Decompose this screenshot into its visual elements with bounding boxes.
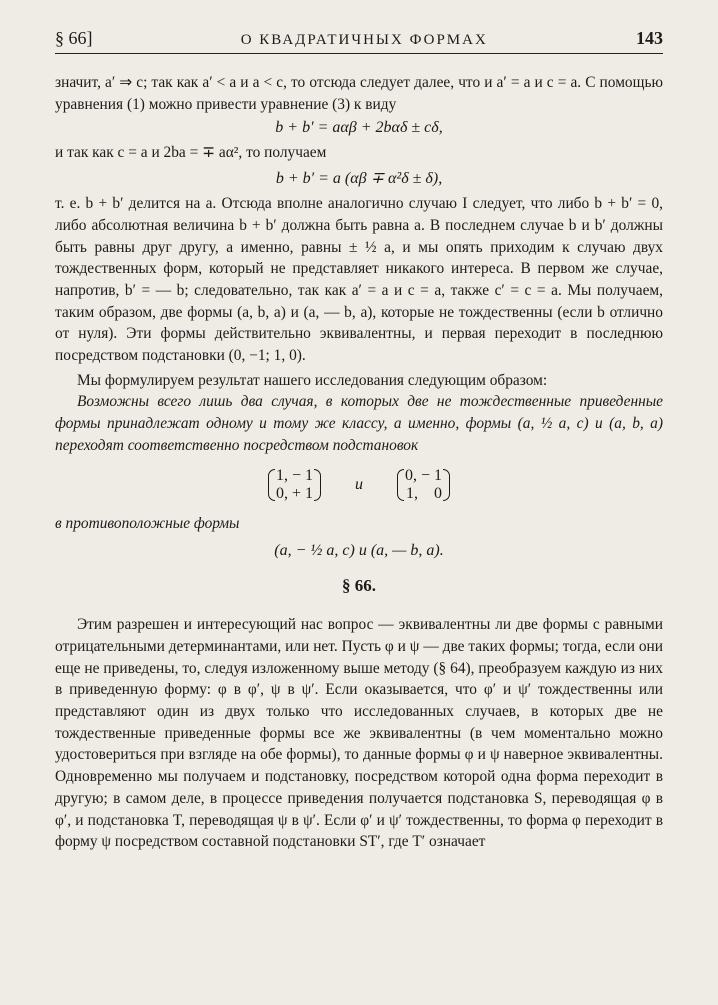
paragraph-5-theorem: Возможны всего лишь два случая, в которых две не тождественные приведенные формы принадлежат одному и тому же классу, а именно, формы (a, ½ a, c) и (a, b, a) переходят соответственно посредством подстановок xyxy=(55,393,663,454)
paragraph-7: Этим разрешен и интересующий нас вопрос — эквивалентны ли две формы с равными отрицательными детерминантами, или нет. Пусть φ и ψ — две таких формы; тогда, если они еще не приведены, то, следуя изложенному выше методу (§ 64), преобразуем каждую из них в приведенную форму: φ в φ′, ψ в ψ′. Если оказывается, что φ′ и ψ′ тождественны или представляют один из двух только что исследованных случаев, в которых две не тождественные приведенные формы все же эквивалентны (в чем моментально можно удостовериться при взгляде на обе формы), то данные формы φ и ψ наверное эквивалентны. Одновременно мы получаем и подстановку, посредством которой одна форма переходит в другую; в самом деле, в процессе приведения получается подстановка S, переводящая φ в φ′, и подстановка T, переводящая ψ в ψ′. Если φ′ и ψ′ тождественны, то форма φ переходит в форму ψ посредством составной подстановки ST′, где T′ означает xyxy=(55,616,663,851)
paragraph-1: значит, a′ ⇒ c; так как a′ < a и a < c, то отсюда следует далее, что и a′ = a и c = a. С помощью уравнения (1) можно привести уравнение (3) к виду xyxy=(55,74,663,113)
matrix-2-row-1: 0, − 1 xyxy=(405,466,443,484)
matrix-connector: и xyxy=(355,475,363,493)
paragraph-3: т. е. b + b′ делится на a. Отсюда вполне аналогично случаю I следует, что либо b + b′ = 0, либо абсолютная величина b + b′ должна быть равна a. В последнем случае b и b′ должны быть равны друг другу, а именно, равны ± ½ a, и мы опять приходим к случаю двух тождественных форм, который не представляет никакого интереса. В первом же случае, напротив, b′ = — b; следовательно, так как a′ = a и c = a, также c′ = c = a. Мы получаем, таким образом, две формы (a, b, a) и (a, — b, a), которые не тождественны (если b отлично от нуля). Эти формы действительно эквивалентны, и первая переходит в последнюю посредством подстановки (0, −1; 1, 0). xyxy=(55,195,663,365)
paragraph-2: и так как c = a и 2ba = ∓ aα², то получаем xyxy=(55,144,327,162)
running-header xyxy=(55,28,663,54)
substitution-matrices xyxy=(55,467,663,503)
matrix-2 xyxy=(397,467,450,503)
header-title: О КВАДРАТИЧНЫХ ФОРМАХ xyxy=(240,32,488,48)
section-heading: § 66. xyxy=(342,576,376,596)
matrix-1-row-2: 0, + 1 xyxy=(275,484,313,502)
page-number: 143 xyxy=(635,28,663,48)
opposite-forms: (a, − ½ a, c) и (a, — b, a). xyxy=(274,542,444,560)
equation-2: b + b′ = a (αβ ∓ α²δ ± δ), xyxy=(275,170,443,188)
paragraph-4: Мы формулируем результат нашего исследования следующим образом: xyxy=(77,371,548,389)
equation-1: b + b′ = aαβ + 2bαδ ± cδ, xyxy=(275,119,443,137)
paragraph-6: в противоположные формы xyxy=(55,514,240,532)
matrix-1 xyxy=(268,467,321,503)
matrix-2-row-2: 1, 0 xyxy=(406,484,443,502)
header-section-ref: § 66] xyxy=(55,28,93,48)
matrix-1-row-1: 1, − 1 xyxy=(275,466,313,484)
